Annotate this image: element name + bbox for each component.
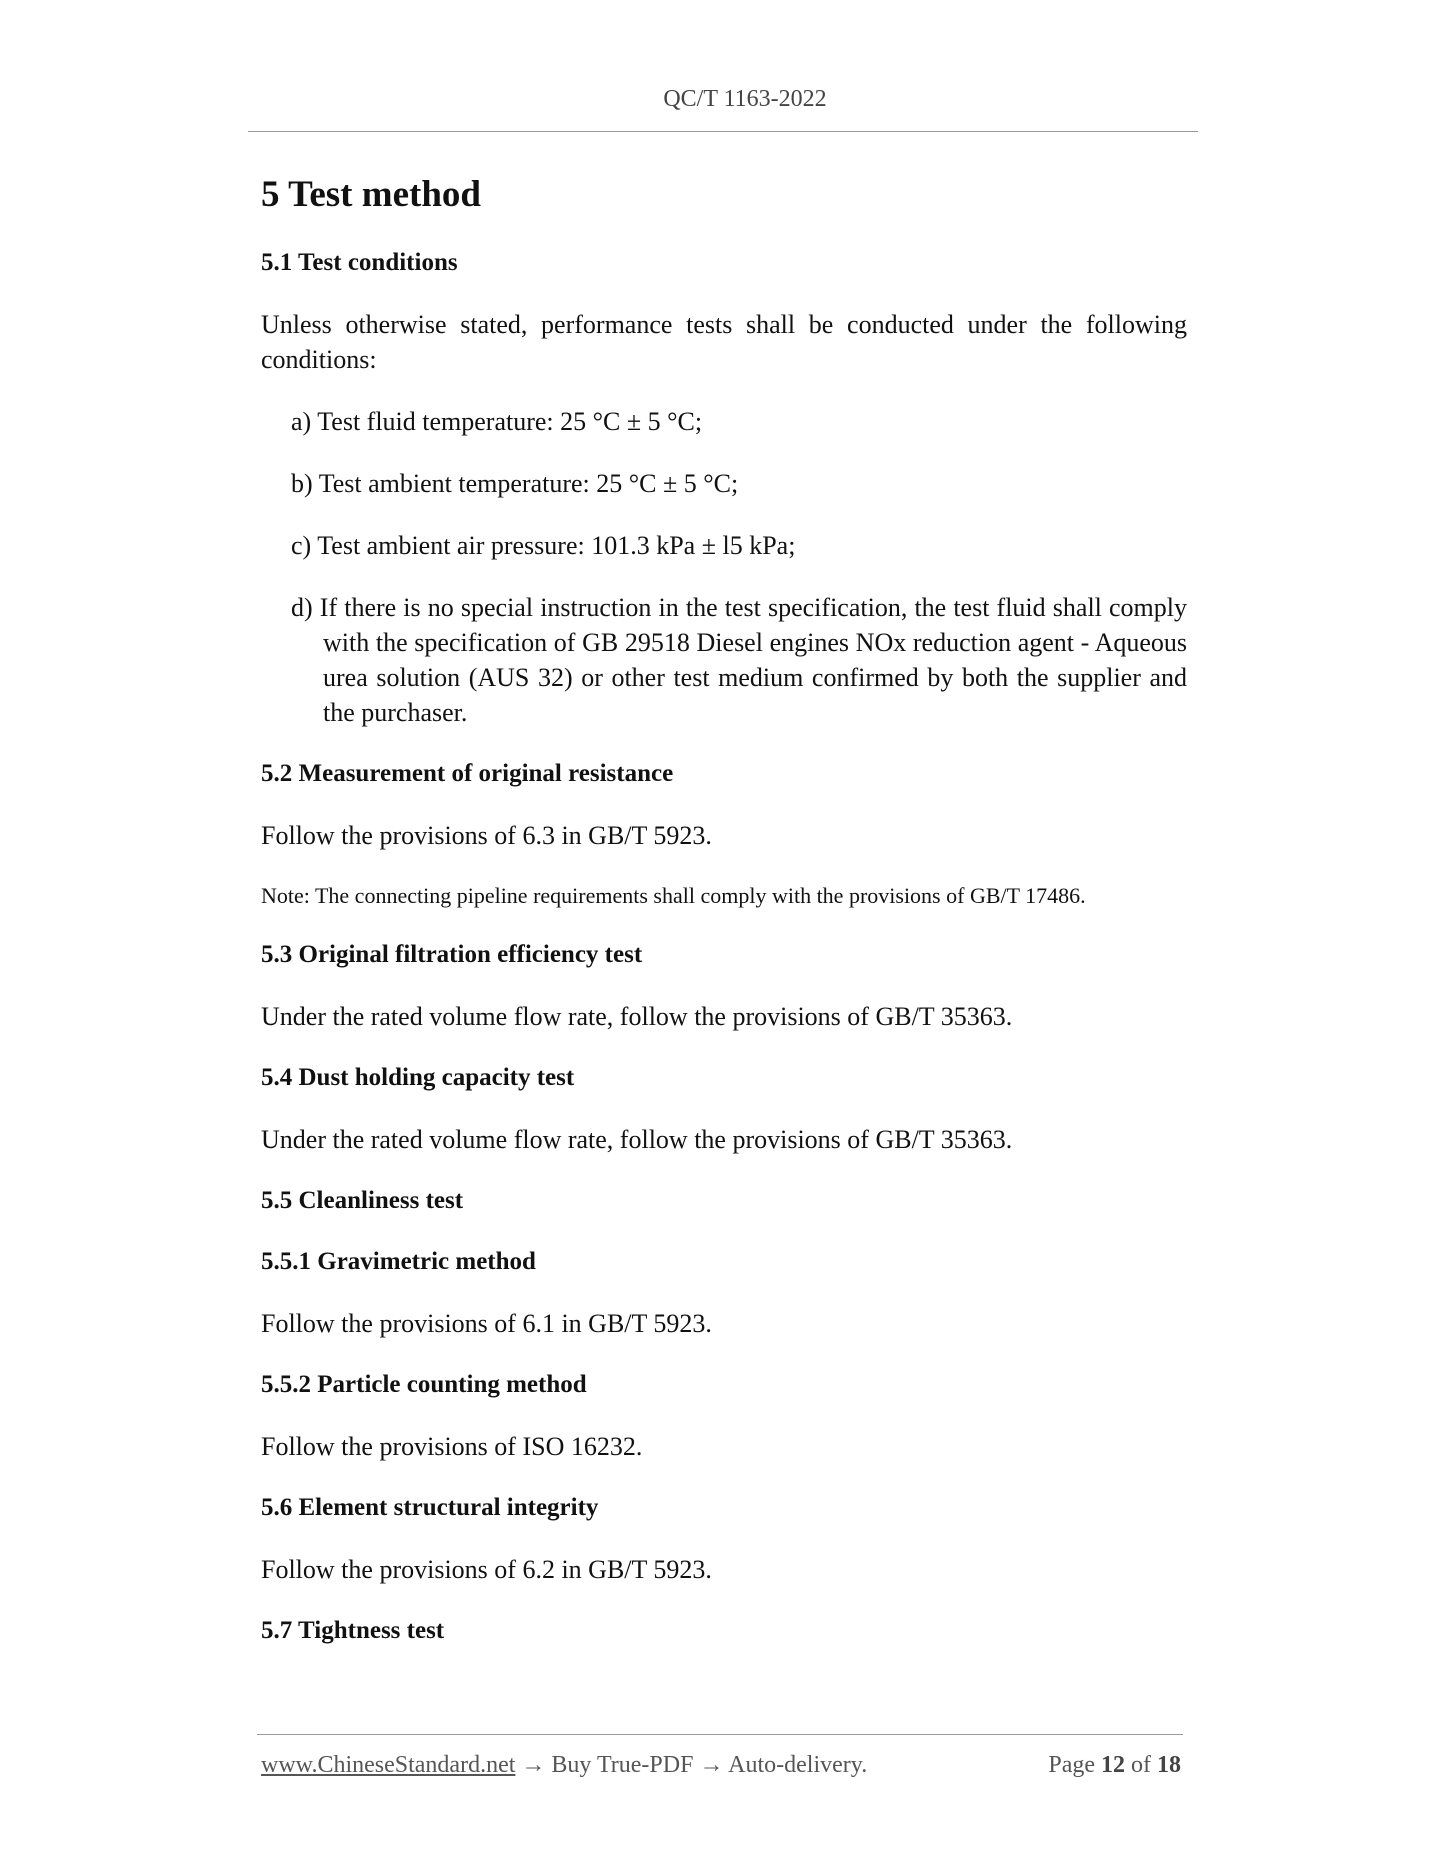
footer-divider <box>257 1734 1183 1735</box>
section-5-2-note: Note: The connecting pipeline requirements shall comply with the provisions of GB/T 17486. <box>261 883 1086 908</box>
header-divider <box>248 131 1198 132</box>
footer-links <box>261 1752 867 1779</box>
list-item-b: b) Test ambient temperature: 25 °C ± 5 °C; <box>291 469 739 498</box>
site-link[interactable]: www.ChineseStandard.net <box>261 1752 516 1778</box>
test-conditions-list <box>261 404 1187 730</box>
section-5-2-text: Follow the provisions of 6.3 in GB/T 5923. <box>261 821 712 850</box>
section-5-5-1-text: Follow the provisions of 6.1 in GB/T 5923. <box>261 1309 712 1338</box>
page-number <box>1048 1752 1181 1779</box>
section-5-3-title: 5.3 Original filtration efficiency test <box>261 941 643 968</box>
page-content <box>261 170 1187 1675</box>
list-item-a: a) Test fluid temperature: 25 °C ± 5 °C; <box>291 407 703 436</box>
page-current: 12 <box>1101 1752 1125 1778</box>
page-label: Page <box>1048 1752 1095 1778</box>
section-5-4-text: Under the rated volume flow rate, follow the provisions of GB/T 35363. <box>261 1125 1013 1154</box>
of-label: of <box>1131 1752 1151 1778</box>
section-5-2-title: 5.2 Measurement of original resistance <box>261 760 674 787</box>
section-5-3-text: Under the rated volume flow rate, follow the provisions of GB/T 35363. <box>261 1002 1013 1031</box>
section-5-6-text: Follow the provisions of 6.2 in GB/T 5923. <box>261 1555 712 1584</box>
section-5-5-2-title: 5.5.2 Particle counting method <box>261 1371 587 1398</box>
arrow-right-icon: → <box>521 1752 546 1778</box>
list-item-d: d) If there is no special instruction in the test specification, the test fluid shall comply with the specification of GB 29518 Diesel engines NOx reduction agent - Aqueous urea solution (AUS 32) or other test medium confirmed by both the supplier and the purchaser. <box>291 593 1187 727</box>
page-total: 18 <box>1157 1752 1181 1778</box>
section-5-5-title: 5.5 Cleanliness test <box>261 1187 464 1214</box>
section-5-title: 5 Test method <box>261 174 481 215</box>
list-item-c: c) Test ambient air pressure: 101.3 kPa ± l5 kPa; <box>291 531 796 560</box>
section-5-4-title: 5.4 Dust holding capacity test <box>261 1064 575 1091</box>
section-5-5-1-title: 5.5.1 Gravimetric method <box>261 1248 536 1275</box>
section-5-1-intro: Unless otherwise stated, performance tests shall be conducted under the following conditions: <box>261 310 1187 374</box>
arrow-right-icon: → <box>699 1752 724 1778</box>
section-5-6-title: 5.6 Element structural integrity <box>261 1494 599 1521</box>
auto-delivery-text: Auto-delivery. <box>728 1752 868 1778</box>
header-standard-code: QC/T 1163-2022 <box>663 86 827 112</box>
buy-true-pdf-text: Buy True-PDF <box>551 1752 694 1778</box>
section-5-1-title: 5.1 Test conditions <box>261 249 458 276</box>
section-5-7-title: 5.7 Tightness test <box>261 1617 445 1644</box>
section-5-5-2-text: Follow the provisions of ISO 16232. <box>261 1432 643 1461</box>
